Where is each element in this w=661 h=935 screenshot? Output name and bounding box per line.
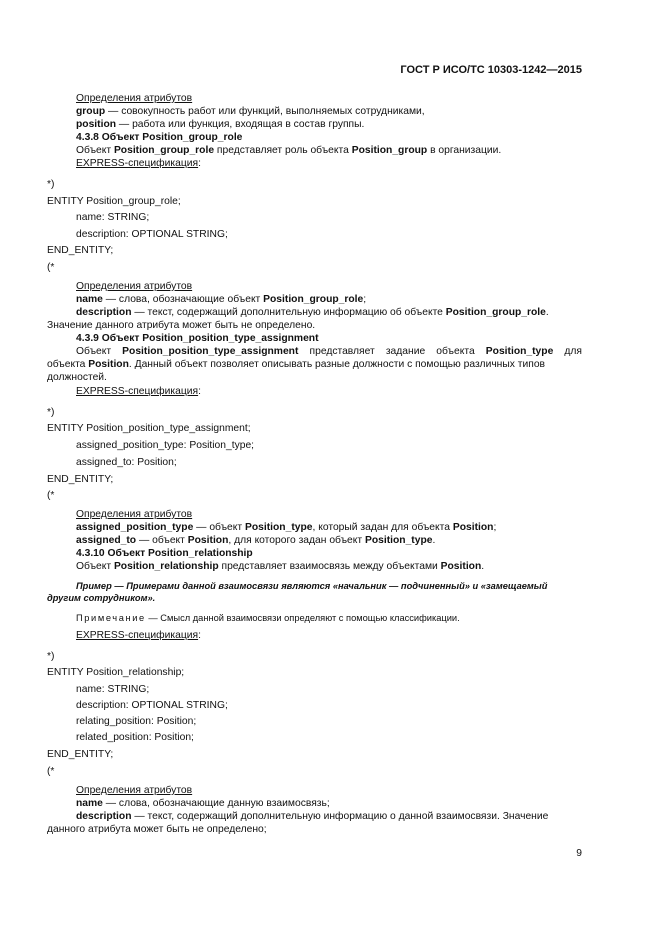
express-spec-label: EXPRESS-спецификация: (76, 386, 201, 397)
code-entity-line: ENTITY Position_group_role; (47, 196, 181, 207)
code-comment-open: *) (47, 651, 55, 662)
attribute-name-definition: name — слова, обозначающие объект Position_group_role; (76, 294, 367, 305)
code-attribute-line: related_position: Position; (76, 732, 194, 743)
attribute-definitions-title: Определения атрибутов (76, 509, 193, 520)
attribute-description-continuation: Значение данного атрибута может быть не определено. (47, 320, 316, 331)
example-text-line1: Пример — Примерами данной взаимосвязи являются «начальник — подчиненный» и «замещаемый (76, 581, 548, 591)
term-position: position (76, 119, 117, 130)
code-comment-close: (* (47, 262, 55, 273)
code-attribute-line: description: OPTIONAL STRING; (76, 700, 228, 711)
example-text-line2: другим сотрудником». (47, 593, 156, 603)
term-group: group (76, 106, 106, 117)
code-comment-close: (* (47, 490, 55, 501)
section-4-3-9-paragraph-line2: объекта Position. Данный объект позволяет описывать разные должности с помощью различных типов (47, 359, 546, 370)
code-end-entity: END_ENTITY; (47, 749, 114, 760)
attribute-description-continuation: данного атрибута может быть не определено; (47, 824, 267, 835)
section-heading-4-3-8: 4.3.8 Объект Position_group_role (76, 132, 243, 143)
attribute-name-definition: name — слова, обозначающие данную взаимосвязь; (76, 798, 330, 809)
section-heading-4-3-10: 4.3.10 Объект Position_relationship (76, 548, 253, 559)
express-spec-label: EXPRESS-спецификация: (76, 158, 201, 169)
section-4-3-8-paragraph: Объект Position_group_role представляет роль объекта Position_group в организации. (76, 145, 502, 156)
code-attribute-line: name: STRING; (76, 212, 150, 223)
code-comment-open: *) (47, 179, 55, 190)
code-attribute-line: assigned_to: Position; (76, 457, 177, 468)
code-end-entity: END_ENTITY; (47, 474, 114, 485)
code-attribute-line: description: OPTIONAL STRING; (76, 229, 228, 240)
attribute-group-definition: group — совокупность работ или функций, выполняемых сотрудниками, (76, 106, 425, 117)
attribute-description-definition: description — текст, содержащий дополнительную информацию о данной взаимосвязи. Значение (76, 811, 549, 822)
code-attribute-line: assigned_position_type: Position_type; (76, 440, 255, 451)
attribute-definitions-title: Определения атрибутов (76, 281, 193, 292)
page-number: 9 (576, 848, 582, 859)
section-4-3-9-paragraph-line3: должностей. (47, 372, 107, 383)
section-heading-4-3-9: 4.3.9 Объект Position_position_type_assignment (76, 333, 319, 344)
code-comment-open: *) (47, 407, 55, 418)
code-attribute-line: name: STRING; (76, 684, 150, 695)
code-entity-line: ENTITY Position_relationship; (47, 667, 185, 678)
attribute-assigned-to-definition: assigned_to — объект Position, для которого задан объект Position_type. (76, 535, 436, 546)
note-line: Примечание — Смысл данной взаимосвязи определяют с помощью классификации. (76, 613, 460, 623)
code-attribute-line: relating_position: Position; (76, 716, 197, 727)
attribute-definitions-title: Определения атрибутов (76, 785, 193, 796)
section-4-3-9-paragraph-line1: Объект Position_position_type_assignment представляет задание объекта Position_type для (76, 346, 582, 357)
attribute-definitions-title: Определения атрибутов (76, 93, 193, 104)
attribute-assigned-position-type-definition: assigned_position_type — объект Position_type, который задан для объекта Position; (76, 522, 497, 533)
code-comment-close: (* (47, 766, 55, 777)
code-end-entity: END_ENTITY; (47, 245, 114, 256)
attribute-position-definition: position — работа или функция, входящая в состав группы. (76, 119, 365, 130)
code-entity-line: ENTITY Position_position_type_assignment; (47, 423, 251, 434)
attribute-description-definition: description — текст, содержащий дополнительную информацию об объекте Position_group_role. (76, 307, 549, 318)
document-number: ГОСТ Р ИСО/ТС 10303-1242—2015 (400, 64, 582, 76)
express-spec-label: EXPRESS-спецификация: (76, 630, 201, 641)
note-label: Примечание (76, 613, 146, 623)
section-4-3-10-paragraph: Объект Position_relationship представляет взаимосвязь между объектами Position. (76, 561, 485, 572)
